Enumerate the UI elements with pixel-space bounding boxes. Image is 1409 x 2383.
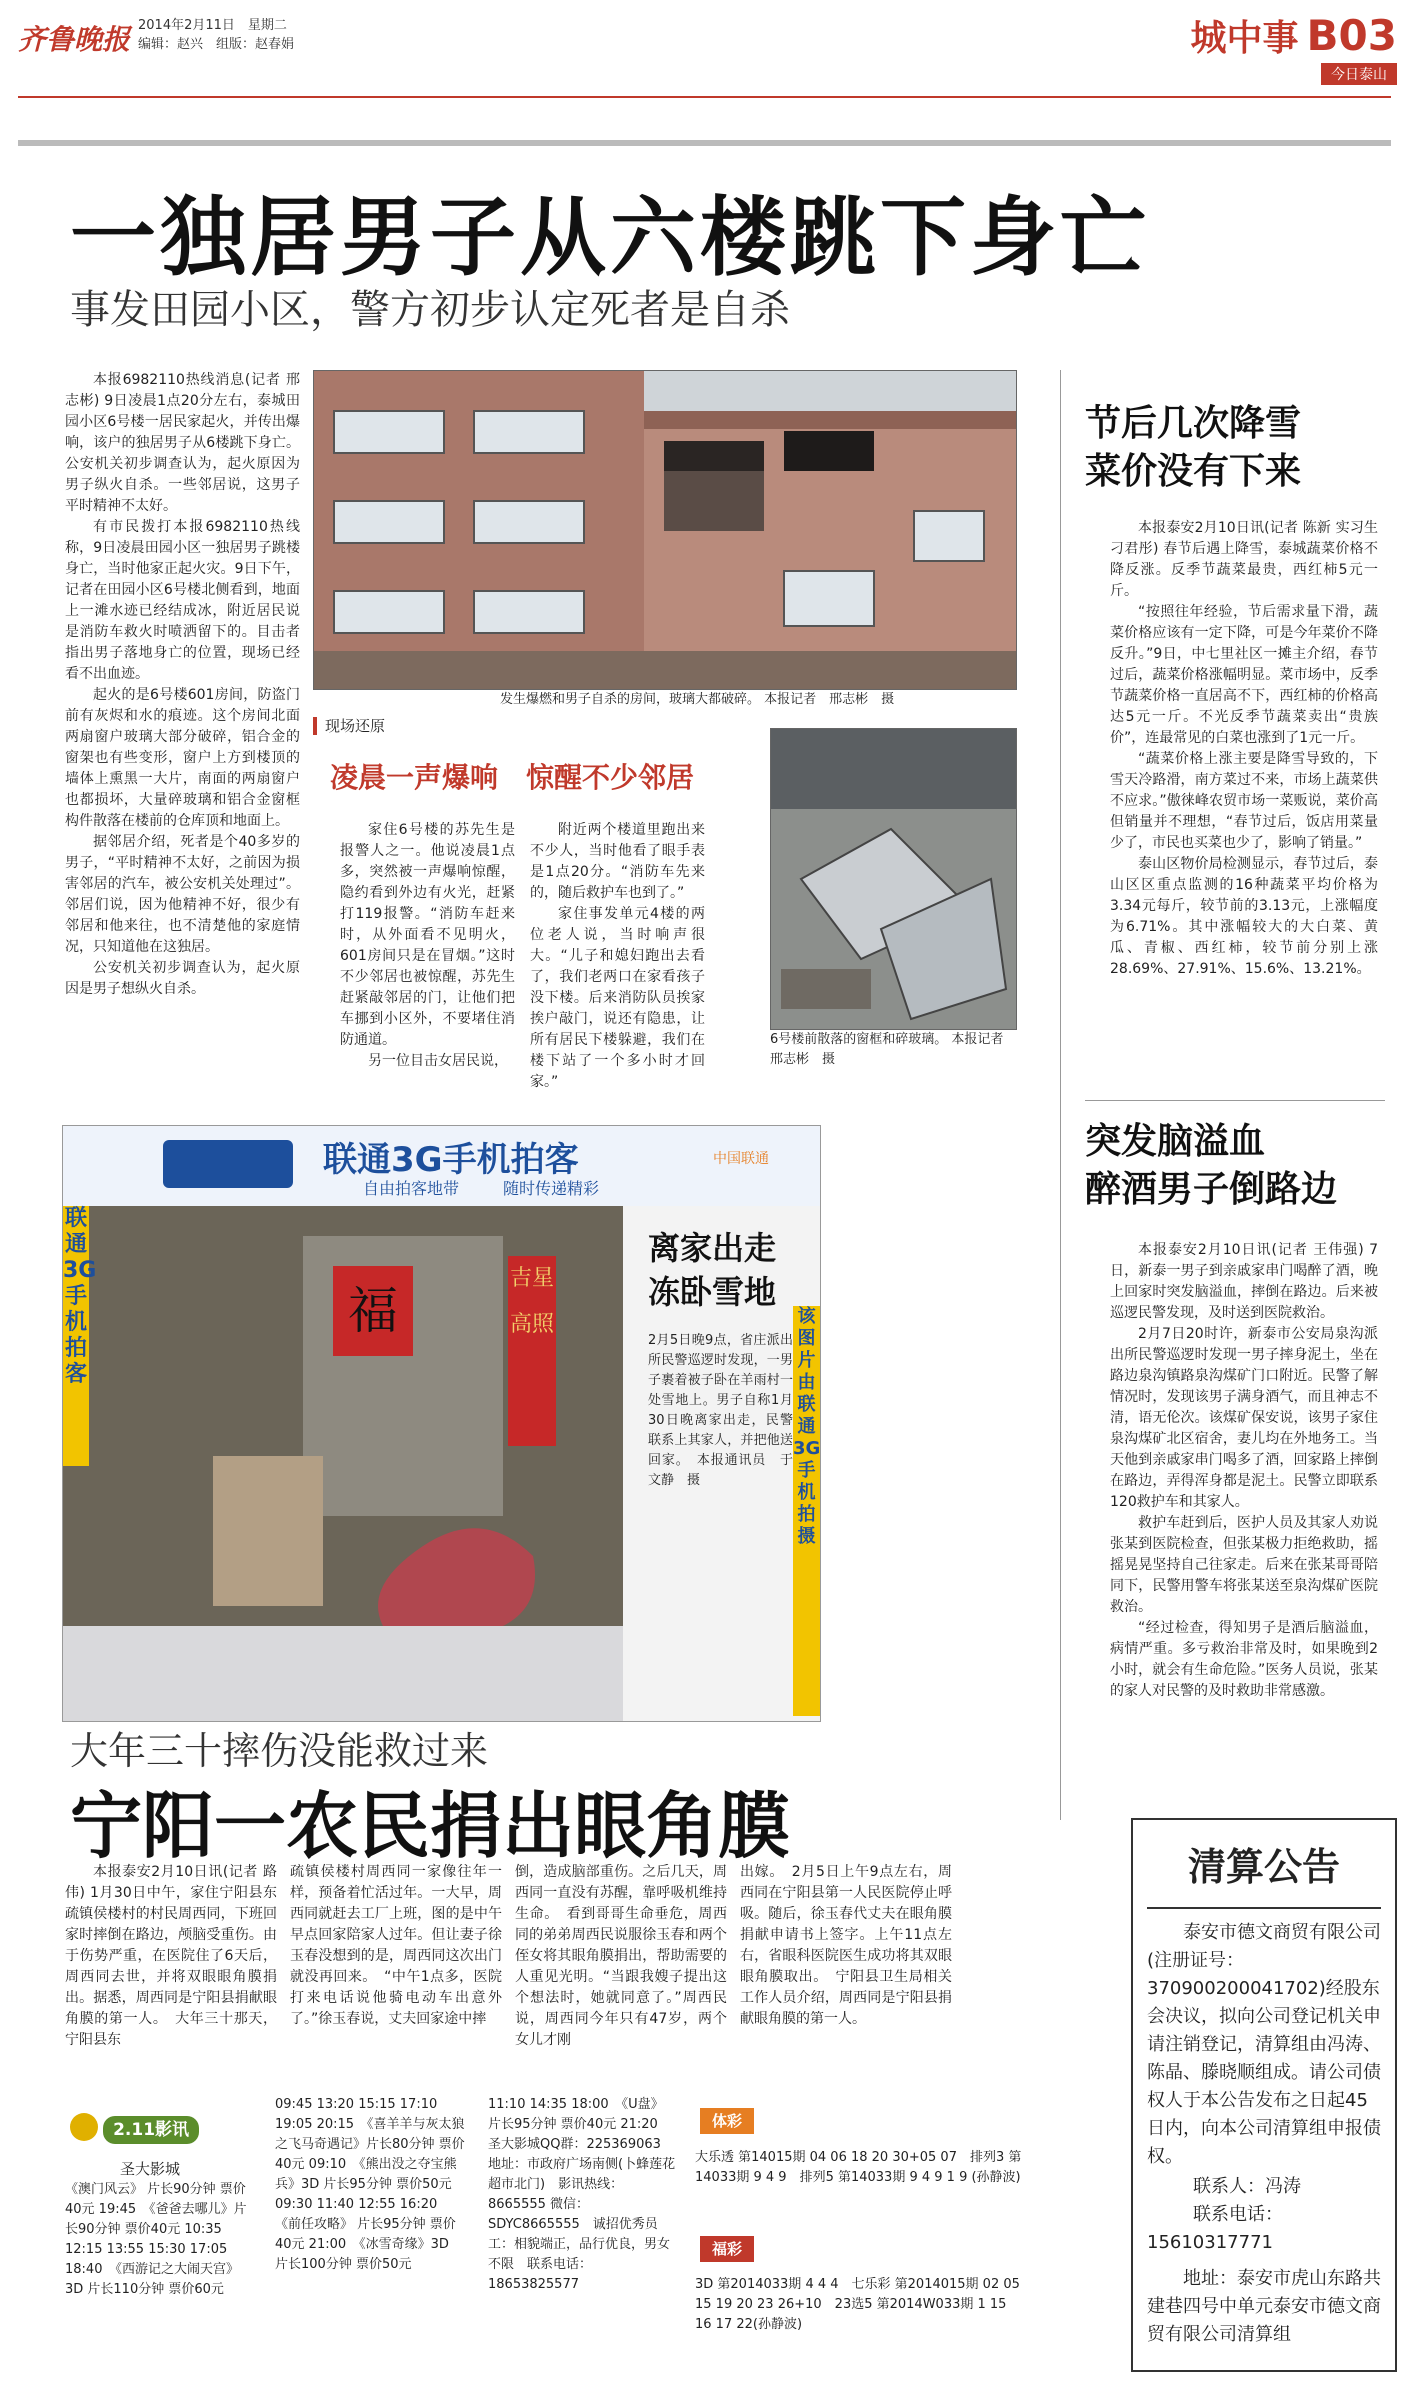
side1-title-line: 菜价没有下来: [1085, 451, 1302, 492]
ad-title: [648, 1226, 776, 1314]
movie-list-col3: 11:10 14:35 18:00 《U盘》 片长95分钟 票价40元 21:20 圣大影城QQ群：225369063 地址：市政府广场南侧(卜蜂莲花超市北门) 影讯热线：8665555 微信：SDYC8665555 诚招优秀员工：相貌端正，品行优良，男女不限 联系电话：18653825577: [488, 2097, 676, 2292]
side2-body: [1110, 1240, 1378, 1805]
side2-title: [1085, 1118, 1385, 1214]
unicom-logo: 中国联通: [713, 1151, 769, 1167]
side1-paragraph: “蔬菜价格上涨主要是降雪导致的，下雪天冷路滑，南方菜过不来，市场上蔬菜供不应求。”傲徕峰农贸市场一菜贩说，菜价高但销量并不理想，“春节过后，饭店用菜量少了，市民也买菜也少了，影响了销量。”: [1110, 751, 1378, 851]
header-rule: [18, 96, 1391, 98]
story2-paragraph: 疏镇侯楼村周西同一家像往年一样，预备着忙活过年。一大早，周西同就赶去工厂上班，图的是中午早点回家陪家人过年。但让妻子徐玉春没想到的是，周西同这次出门就没再回来。 “中午1点多，医院打来电话说他骑电动车出意外了。”徐玉春说，丈夫回家途中摔: [290, 1864, 502, 2027]
notice-phone: 15610317771: [1147, 2232, 1273, 2253]
ad-slogan: 联通3G手机拍客: [323, 1140, 579, 1180]
side-divider: [1085, 1100, 1385, 1101]
unicom-3g-feature: [62, 1125, 821, 1722]
movie-list-col2: 09:45 13:20 15:15 17:10 19:05 20:15 《喜羊羊与灰太狼之飞马奇遇记》片长80分钟 票价40元 09:10 《熊出没之夺宝熊兵》3D 片长95分钟 票价50元 09:30 11:40 12:55 16:20 《前任攻略》 片长95分钟 票价40元 21:00 《冰雪奇缘》3D 片长100分钟 票价50元: [275, 2097, 465, 2272]
side2-paragraph: 2月7日20时许，新泰市公安局泉沟派出所民警巡逻时发现一男子摔身泥土，坐在路边泉沟镇路泉沟煤矿门口附近。民警了解情况时，发现该男子满身酒气，而且神志不清，语无伦次。该煤矿保安说，该男子家住泉沟煤矿北区宿舍，妻儿均在外地务工。当天他到亲戚家串门喝多了酒，回家路上摔倒在路边，弄得浑身都是泥土。民警立即联系120救护车和其家人。: [1110, 1326, 1378, 1510]
section-title: 城中事: [1190, 17, 1299, 59]
story2-paragraph: 倒，造成脑部重伤。之后几天，周西同一直没有苏醒，靠呼吸机维持生命。 看到哥哥生命垂危，周西同的弟弟周西民说服徐玉春和两个侄女将其眼角膜捐出，帮助需要的人重见光明。“当跟我嫂子提出这个想法时，她就同意了。”周西民说，周西同今年只有47岁，两个女儿才刚: [515, 1864, 727, 2048]
movie-badge: [70, 2113, 230, 2147]
welfare-lottery-label: 福彩: [700, 2236, 754, 2262]
side1-title: [1085, 400, 1385, 496]
cinema-name: 圣大影城: [120, 2160, 181, 2178]
side2-title-line: 突发脑溢血: [1085, 1121, 1266, 1162]
column-rule: [1060, 370, 1061, 1820]
story2-kicker: 大年三十摔伤没能救过来: [70, 1729, 489, 1773]
section-header: [1191, 10, 1397, 85]
ad-title-line: 冻卧雪地: [648, 1273, 777, 1311]
ad-title-line: 离家出走: [648, 1229, 777, 1267]
lead-paragraph: 公安机关初步调查认为，起火原因是男子想纵火自杀。: [65, 960, 300, 997]
date-line: 2014年2月11日 星期二: [138, 18, 287, 33]
section-divider: [18, 140, 1391, 146]
notice-phone-label: 联系电话：: [1193, 2204, 1283, 2225]
sports-lottery-badge: [700, 2110, 754, 2131]
movie-list-col1: 《澳门风云》 片长90分钟 票价40元 19:45 《爸爸去哪儿》片长90分钟 票价40元 10:35 12:15 13:55 15:30 17:05 18:40 《西游记之大闹天宫》3D 片长110分钟 票价60元: [65, 2182, 247, 2297]
story2-headline: 宁阳一农民捐出眼角膜: [70, 1783, 791, 1868]
scene-paragraph: 附近两个楼道里跑出来不少人，当时他看了眼手表是1点20分。“消防车先来的，随后救护车也到了。”: [530, 822, 705, 901]
editor-line: 编辑：赵兴 组版：赵春娟: [138, 37, 295, 52]
notice-title: 清算公告: [1187, 1845, 1340, 1889]
ad-sub1: 自由拍客地带: [363, 1179, 460, 1198]
side2-paragraph: 救护车赶到后，医护人员及其家人劝说张某到医院检查，但张某极力拒绝救助，摇摇晃晃坚持自己往家走。后来在张某哥哥陪同下，民警用警车将张某送至泉沟煤矿医院救治。: [1110, 1515, 1378, 1615]
side2-title-line: 醉酒男子倒路边: [1085, 1169, 1338, 1210]
building-photo: [313, 370, 1017, 690]
story2-column: [65, 1862, 277, 2092]
lead-headline: 一独居男子从六楼跳下身亡: [70, 187, 1150, 288]
phone-icon: [163, 1140, 293, 1188]
side2-paragraph: “经过检查，得知男子是酒后脑溢血，病情严重。多亏救治非常及时，如果晚到2小时，就会有生命危险。”医务人员说，张某的家人对民警的及时救助非常感激。: [1110, 1620, 1378, 1699]
story2-paragraph: 本报泰安2月10日讯(记者 路伟) 1月30日中午，家住宁阳县东疏镇侯楼村的村民周西同，下班回家时摔倒在路边，颅脑受重伤。由于伤势严重，在医院住了6天后，周西同去世，并将双眼眼角膜捐出。据悉，周西同是宁阳县捐献眼角膜的第一人。 大年三十那天，宁阳县东: [65, 1864, 277, 2048]
scene-paragraph: 家住事发单元4楼的两位老人说，当时响声很大。“儿子和媳妇跑出去看了，我们老两口在家看孩子没下楼。后来消防队员挨家挨户敲门，说还有隐患，让所有居民下楼躲避，我们在楼下站了一个多小时才回家。”: [530, 906, 705, 1090]
movie-badge-label: 2.11影讯: [103, 2116, 199, 2144]
ad-banner: [63, 1126, 820, 1206]
notice-body: 泰安市德文商贸有限公司(注册证号：370900200041702)经股东会决议，拟向公司登记机关申请注销登记，清算组由冯涛、陈晶、滕晓顺组成。请公司债权人于本公告发布之日起45日内，向本公司清算组申报债权。: [1147, 1922, 1381, 2167]
lead-paragraph: 有市民拨打本报6982110热线称，9日凌晨田园小区一独居男子跳楼身亡，当时他家正起火灾。9日下午，记者在田园小区6号楼北侧看到，地面上一滩水迹已经结成冰，附近居民说是消防车救火时喷洒留下的。目击者指出男子落地身亡的位置，现场已经看不出血迹。: [65, 519, 300, 682]
debris-photo-caption: 6号楼前散落的窗框和碎玻璃。 本报记者 邢志彬 摄: [770, 1032, 1017, 1067]
side2-paragraph: 本报泰安2月10日讯(记者 王伟强) 7日，新泰一男子到亲戚家串门喝醉了酒，晚上回家时突发脑溢血，摔倒在路边。后来被巡逻民警发现，及时送到医院救治。: [1110, 1242, 1378, 1321]
debris-photo: [770, 728, 1017, 1030]
lead-paragraph: 起火的是6号楼601房间，防盗门前有灰烬和水的痕迹。这个房间北面两扇窗户玻璃大部分破碎，铝合金的窗架也有些变形，窗户上方到楼顶的墙体上熏黑一大片，南面的两扇窗户也都损坏，大量碎玻璃和铝合金窗框构件散落在楼前的仓库顶和地面上。: [65, 687, 300, 829]
scene-title: 凌晨一声爆响 惊醒不少邻居: [330, 761, 695, 794]
side1-body: [1110, 518, 1378, 1078]
sports-lottery-label: 体彩: [700, 2108, 754, 2134]
sports-lottery-results: 大乐透 第14015期 04 06 18 20 30+05 07 排列3 第14033期 9 4 9 排列5 第14033期 9 4 9 1 9 (孙静波): [695, 2150, 1022, 2185]
scene-tag: 现场还原: [313, 717, 385, 735]
lead-subhead: 事发田园小区，警方初步认定死者是自杀: [70, 287, 790, 333]
side1-title-line: 节后几次降雪: [1085, 403, 1302, 444]
side1-paragraph: 泰山区物价局检测显示，春节过后，泰山区区重点监测的16种蔬菜平均价格为3.34元每斤，较节前的3.13元，上涨幅度为6.71%。其中涨幅较大的大白菜、黄瓜、青椒、西红柿，较节前分别上涨28.69%、27.91%、15.6%、13.21%。: [1110, 856, 1378, 977]
building-photo-image: [314, 371, 1016, 689]
door-couplet: 吉星高照: [508, 1256, 556, 1446]
lead-body-column: [65, 370, 300, 1070]
welfare-lottery-results: 3D 第2014033期 4 4 4 七乐彩 第2014015期 02 05 15 19 20 23 26+10 23选5 第2014W033期 1 15 16 17 22(孙静波): [695, 2277, 1020, 2332]
scene-column-1: [340, 820, 515, 1070]
building-photo-caption: 发生爆燃和男子自杀的房间，玻璃大都破碎。 本报记者 邢志彬 摄: [500, 692, 895, 707]
scene-column-2: [530, 820, 705, 1090]
story2-paragraph: 出嫁。 2月5日上午9点左右，周西同在宁阳县第一人民医院停止呼吸。随后，徐玉春代丈夫在眼角膜捐献申请书上签字。上午11点左右，省眼科医院医生成功将其双眼眼角膜取出。 宁阳县卫生局相关工作人员介绍，周西同是宁阳县捐献眼角膜的第一人。: [740, 1864, 952, 2027]
scene-paragraph: 家住6号楼的苏先生是报警人之一。他说凌晨1点多，突然被一声爆响惊醒，隐约看到外边有火光，赶紧打119报警。“消防车赶来时，从外面看不见明火，601房间只是在冒烟。”这时不少邻居也被惊醒，苏先生赶紧敲邻居的门，让他们把车挪到小区外，不要堵住消防通道。: [340, 822, 515, 1048]
side1-paragraph: 本报泰安2月10日讯(记者 陈新 实习生 刁君彤) 春节后遇上降雪，泰城蔬菜价格不降反涨。反季节蔬菜最贵，西红柿5元一斤。: [1110, 520, 1378, 599]
door-character: 福: [333, 1266, 413, 1356]
debris-photo-image: [771, 729, 1016, 1029]
welfare-lottery-badge: [700, 2238, 754, 2259]
ad-vertical-left: 联通3G手机拍客: [63, 1206, 89, 1466]
liquidation-notice: [1131, 1818, 1397, 2372]
lead-paragraph: 据邻居介绍，死者是个40多岁的男子，“平时精神不太好，之前因为损害邻居的汽车，被公安机关处理过”。邻居们说，因为他精神不好，很少有邻居和他来往，也不清楚他的家庭情况，只知道他在这独居。: [65, 834, 300, 955]
page-number: B03: [1306, 11, 1397, 60]
film-reel-icon: [70, 2113, 98, 2141]
edition-label: 今日泰山: [1321, 63, 1397, 85]
notice-contact: 联系人：冯涛: [1193, 2176, 1301, 2197]
scene-paragraph: 另一位目击女居民说，: [368, 1053, 508, 1069]
scene-tag-wrap: [313, 715, 453, 741]
side1-paragraph: “按照往年经验，节后需求量下滑，蔬菜价格应该有一定下降，可是今年菜价不降反升。”9日，中七里社区一摊主介绍，春节过后，蔬菜价格涨幅明显。菜市场中，反季节蔬菜价格一直居高不下，西红柿的价格高达5元一斤。不光反季节蔬菜卖出“贵族价”，连最常见的白菜也涨到了1元一斤。: [1110, 604, 1378, 746]
story2-column: [290, 1862, 502, 2092]
newspaper-logo: 齐鲁晚报: [18, 23, 131, 56]
notice-address: 地址：泰安市虎山东路共建巷四号中单元泰安市德文商贸有限公司清算组: [1147, 2268, 1381, 2345]
story2-column: [740, 1862, 952, 2092]
ad-sub2: 随时传递精彩: [503, 1179, 600, 1198]
lead-paragraph: 本报6982110热线消息(记者 邢志彬) 9日凌晨1点20分左右，泰城田园小区6号楼一居民家起火，并传出爆响，该户的独居男子从6楼跳下身亡。公安机关初步调查认为，起火原因为男子纵火自杀。一些邻居说，这男子平时精神不太好。: [65, 372, 300, 514]
story2-column: [515, 1862, 727, 2092]
issue-meta: [138, 16, 294, 54]
ad-caption: 2月5日晚9点，省庄派出所民警巡逻时发现，一男子裹着被子卧在羊雨村一处雪地上。男子自称1月30日晚离家出走，民警联系上其家人，并把他送回家。 本报通讯员 于文静 摄: [648, 1333, 793, 1488]
ad-vertical-right: 该图片由联通3G手机拍摄: [793, 1306, 820, 1716]
